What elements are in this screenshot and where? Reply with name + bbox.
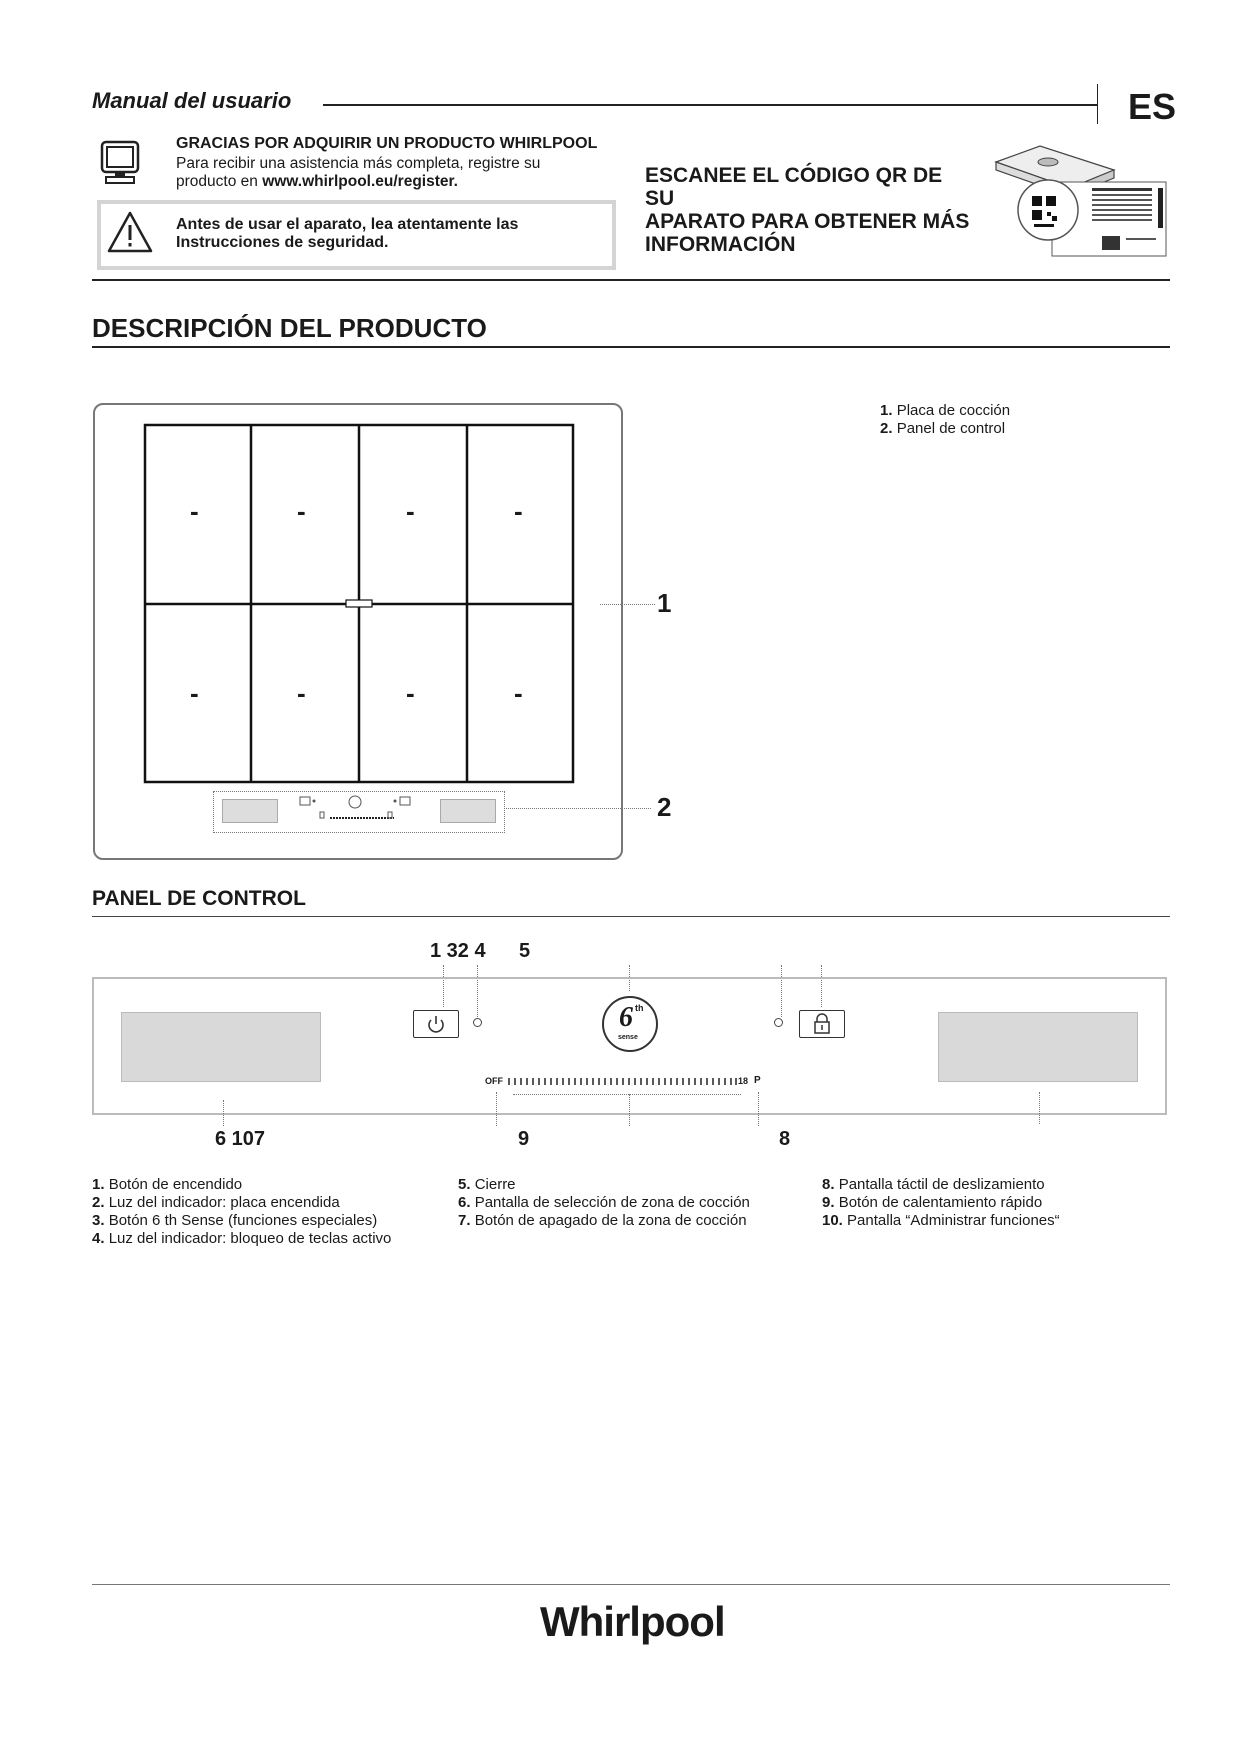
leader-line <box>1039 1092 1040 1124</box>
section-title-control-panel: PANEL DE CONTROL <box>92 887 306 910</box>
sense-word: sense <box>618 1034 638 1041</box>
hob-left-display <box>222 799 278 823</box>
panel-legend-col-3 <box>822 1176 1152 1230</box>
zone-indicator: - <box>190 678 199 708</box>
computer-icon <box>100 140 140 186</box>
leader-line <box>223 1100 224 1126</box>
power-icon <box>414 1011 458 1037</box>
legend-item: 8. Pantalla táctil de deslizamiento <box>822 1176 1045 1193</box>
leader-line <box>496 1092 497 1126</box>
warning-icon <box>106 210 154 254</box>
zone-indicator: - <box>514 678 523 708</box>
lock-indicator-light <box>774 1018 783 1027</box>
slider-off-label: OFF <box>485 1076 503 1086</box>
registration-line-2 <box>176 173 540 191</box>
qr-line-1: ESCANEE EL CÓDIGO QR DE SU <box>645 164 943 210</box>
legend-item: 1. Placa de cocción <box>880 402 1011 419</box>
legend-item: 3. Botón 6 th Sense (funciones especiales) <box>92 1212 378 1229</box>
whirlpool-logo: Whirlpool <box>540 1598 725 1645</box>
callout-number: 2 <box>657 792 672 822</box>
section-rule <box>92 346 1170 348</box>
legend-item: 2. Luz del indicador: placa encendida <box>92 1194 340 1211</box>
safety-line-1: Antes de usar el aparato, lea atentamente las <box>176 216 519 233</box>
zone-indicator: - <box>297 678 306 708</box>
legend-item: 5. Cierre <box>458 1176 516 1193</box>
product-legend <box>880 402 1010 438</box>
header-rule <box>323 104 1098 106</box>
header-divider <box>1097 84 1098 124</box>
slider-bracket <box>513 1094 741 1095</box>
zone-indicator: - <box>406 678 415 708</box>
registration-prefix: producto en <box>176 173 263 190</box>
callout-line <box>506 808 651 809</box>
zone-indicator: - <box>406 496 415 526</box>
section-title-product: DESCRIPCIÓN DEL PRODUCTO <box>92 313 487 343</box>
legend-item: 7. Botón de apagado de la zona de cocción <box>458 1212 747 1229</box>
qr-label-illustration <box>992 140 1174 262</box>
panel-label-bottom: 8 <box>779 1128 791 1150</box>
legend-item: 2. Panel de control <box>880 420 1006 437</box>
sixth-sense-button[interactable] <box>602 996 658 1052</box>
zone-indicator: - <box>297 496 306 526</box>
zone-indicator: - <box>190 496 199 526</box>
legend-item: 4. Luz del indicador: bloqueo de teclas activo <box>92 1230 392 1247</box>
legend-item: 1. Botón de encendido <box>92 1176 243 1193</box>
sense-number: 6 <box>619 1002 633 1033</box>
safety-text <box>176 216 576 252</box>
language-code: ES <box>1128 86 1177 127</box>
qr-line-2: APARATO PARA OBTENER MÁS <box>645 210 970 233</box>
lock-icon <box>800 1011 844 1037</box>
sense-sup: th <box>635 1003 644 1013</box>
registration-title: GRACIAS POR ADQUIRIR UN PRODUCTO WHIRLPOOL <box>176 135 598 152</box>
register-link[interactable]: www.whirlpool.eu/register. <box>262 173 458 190</box>
section-rule-top <box>92 279 1170 281</box>
callout-number: 1 <box>657 588 672 618</box>
qr-instructions <box>645 164 975 256</box>
callout-line <box>600 604 655 605</box>
leader-line <box>629 1094 630 1126</box>
panel-label-bottom: 9 <box>518 1128 530 1150</box>
zone-selection-display[interactable] <box>121 1012 321 1082</box>
hob-mini-controls <box>296 794 426 824</box>
legend-item: 6. Pantalla de selección de zona de cocción <box>458 1194 750 1211</box>
panel-legend-col-1 <box>92 1176 442 1248</box>
hob-right-display <box>440 799 496 823</box>
registration-text <box>176 155 540 191</box>
cooking-zones-grid <box>140 420 580 785</box>
panel-label-bottom: 6 107 <box>215 1128 266 1150</box>
panel-label-top: 1 32 4 <box>430 940 486 962</box>
qr-line-3: INFORMACIÓN <box>645 233 796 256</box>
slider-max-label: 18 <box>738 1076 749 1086</box>
footer-rule <box>92 1584 1170 1585</box>
zone-indicator: - <box>514 496 523 526</box>
slider-ticks[interactable] <box>507 1076 739 1088</box>
registration-line-1: Para recibir una asistencia más completa, registre su <box>176 155 541 172</box>
panel-legend-col-2 <box>458 1176 808 1230</box>
legend-item: 10. Pantalla “Administrar funciones“ <box>822 1212 1060 1229</box>
slider-boost-label: P <box>754 1075 761 1086</box>
panel-label-top: 5 <box>519 940 531 962</box>
lock-button[interactable] <box>799 1010 845 1038</box>
manage-functions-display[interactable] <box>938 1012 1138 1082</box>
legend-item: 9. Botón de calentamiento rápido <box>822 1194 1043 1211</box>
safety-line-2: Instrucciones de seguridad. <box>176 234 389 251</box>
manual-title: Manual del usuario <box>92 88 292 113</box>
power-button[interactable] <box>413 1010 459 1038</box>
section-rule <box>92 916 1170 917</box>
power-indicator-light <box>473 1018 482 1027</box>
leader-line <box>758 1092 759 1126</box>
